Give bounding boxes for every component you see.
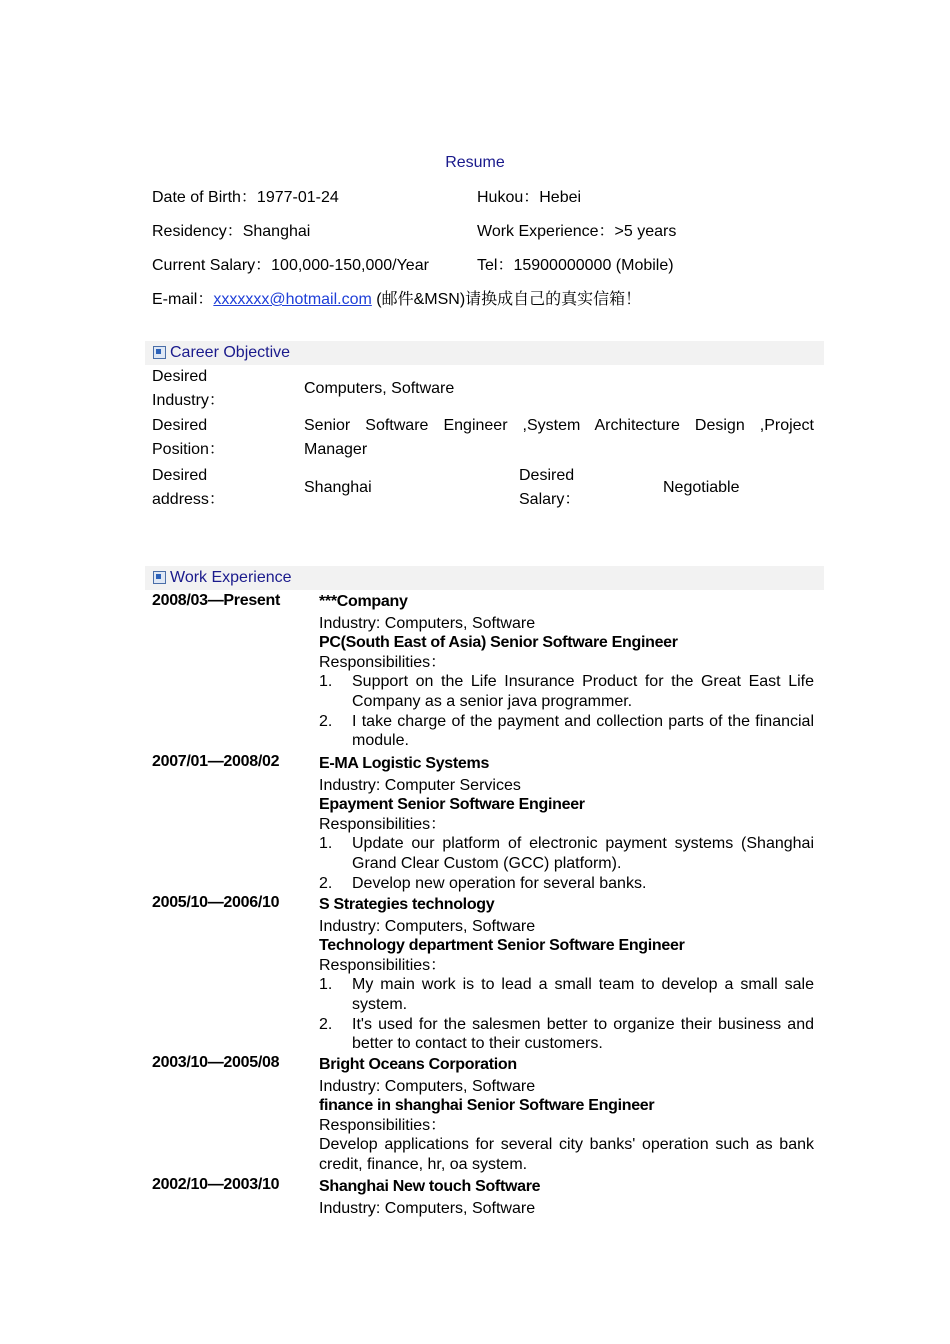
job-responsibilities-label: Responsibilities：: [319, 653, 447, 671]
job-entry: [319, 754, 814, 893]
career-objective-header: [145, 341, 824, 365]
job-responsibility-text: Develop applications for several city banks' operation such as bank credit, finance, hr, oa system.: [319, 1136, 814, 1173]
job-responsibilities-label: Responsibilities：: [319, 956, 447, 974]
job-responsibilities-label: Responsibilities：: [319, 1116, 447, 1134]
job-company: S Strategies technology: [319, 896, 495, 913]
job-responsibility-item: 2. Develop new operation for several banks.: [319, 874, 647, 892]
resume-title: Resume: [445, 154, 505, 171]
desired-salary-label: Desired Salary：: [519, 467, 581, 508]
job-industry: Industry: Computers, Software: [319, 614, 536, 632]
job-company: Shanghai New touch Software: [319, 1178, 541, 1195]
job-responsibility-item: 2. It's used for the salesmen better to organize their business and better to contact to their customers.: [319, 1015, 814, 1053]
career-objective-title: Career Objective: [170, 344, 291, 361]
email-line: [152, 290, 641, 310]
job-position: Technology department Senior Software Engineer: [319, 937, 685, 955]
job-date: 2005/10—2006/10: [152, 894, 280, 911]
job-date: 2002/10—2003/10: [152, 1176, 280, 1193]
job-responsibility-item: 1. Update our platform of electronic payment systems (Shanghai Grand Clear Custom (GCC) platform).: [319, 835, 814, 872]
desired-position-label: Desired Position：: [152, 417, 225, 458]
email-note: (邮件&MSN)请换成自己的真实信箱！: [371, 291, 642, 308]
job-position: finance in shanghai Senior Software Engineer: [319, 1097, 655, 1115]
job-industry: Industry: Computers, Software: [319, 1077, 536, 1095]
desired-address-label: Desired address：: [152, 467, 225, 508]
job-entry: [319, 592, 814, 751]
desired-industry-value: Computers, Software: [304, 380, 455, 397]
email-label: E-mail：: [152, 291, 214, 308]
job-entry: [319, 895, 814, 1054]
job-position: Epayment Senior Software Engineer: [319, 796, 585, 814]
email-link[interactable]: xxxxxxx@hotmail.com: [213, 291, 372, 308]
job-date: 2003/10—2005/08: [152, 1054, 280, 1071]
telephone: Tel：15900000000 (Mobile): [477, 257, 674, 274]
section-image-icon: [153, 346, 166, 359]
job-responsibility-item: 2. I take charge of the payment and collection parts of the financial module.: [319, 712, 814, 750]
desired-address-value: Shanghai: [304, 479, 372, 496]
job-responsibilities-label: Responsibilities：: [319, 815, 447, 833]
job-responsibility-item: 1. My main work is to lead a small team to develop a small sale system.: [319, 976, 814, 1013]
desired-industry-label: Desired Industry：: [152, 368, 225, 409]
job-date: 2007/01—2008/02: [152, 753, 280, 770]
section-image-icon: [153, 571, 166, 584]
work-experience-header: [145, 566, 824, 590]
job-company: ***Company: [319, 593, 408, 610]
job-industry: Industry: Computers, Software: [319, 917, 536, 935]
job-position: PC(South East of Asia) Senior Software Engineer: [319, 634, 678, 652]
job-industry: Industry: Computer Services: [319, 776, 521, 794]
residency: Residency：Shanghai: [152, 223, 311, 240]
job-date: 2008/03—Present: [152, 592, 281, 609]
current-salary: Current Salary：100,000-150,000/Year: [152, 257, 429, 274]
desired-salary-value: Negotiable: [663, 479, 740, 496]
work-experience-title: Work Experience: [170, 569, 292, 586]
job-entry: [319, 1055, 814, 1175]
job-entry: [319, 1177, 814, 1218]
desired-position-value: Senior Software Engineer ,System Architecture Design ,Project Manager: [304, 417, 814, 458]
work-experience-years: Work Experience：>5 years: [477, 223, 677, 240]
job-responsibility-item: 1. Support on the Life Insurance Product for the Great East Life Company as a senior java programmer.: [319, 673, 814, 710]
job-company: Bright Oceans Corporation: [319, 1056, 517, 1073]
date-of-birth: Date of Birth：1977-01-24: [152, 189, 339, 206]
hukou: Hukou：Hebei: [477, 189, 582, 206]
job-industry: Industry: Computers, Software: [319, 1199, 536, 1217]
job-company: E-MA Logistic Systems: [319, 755, 490, 772]
